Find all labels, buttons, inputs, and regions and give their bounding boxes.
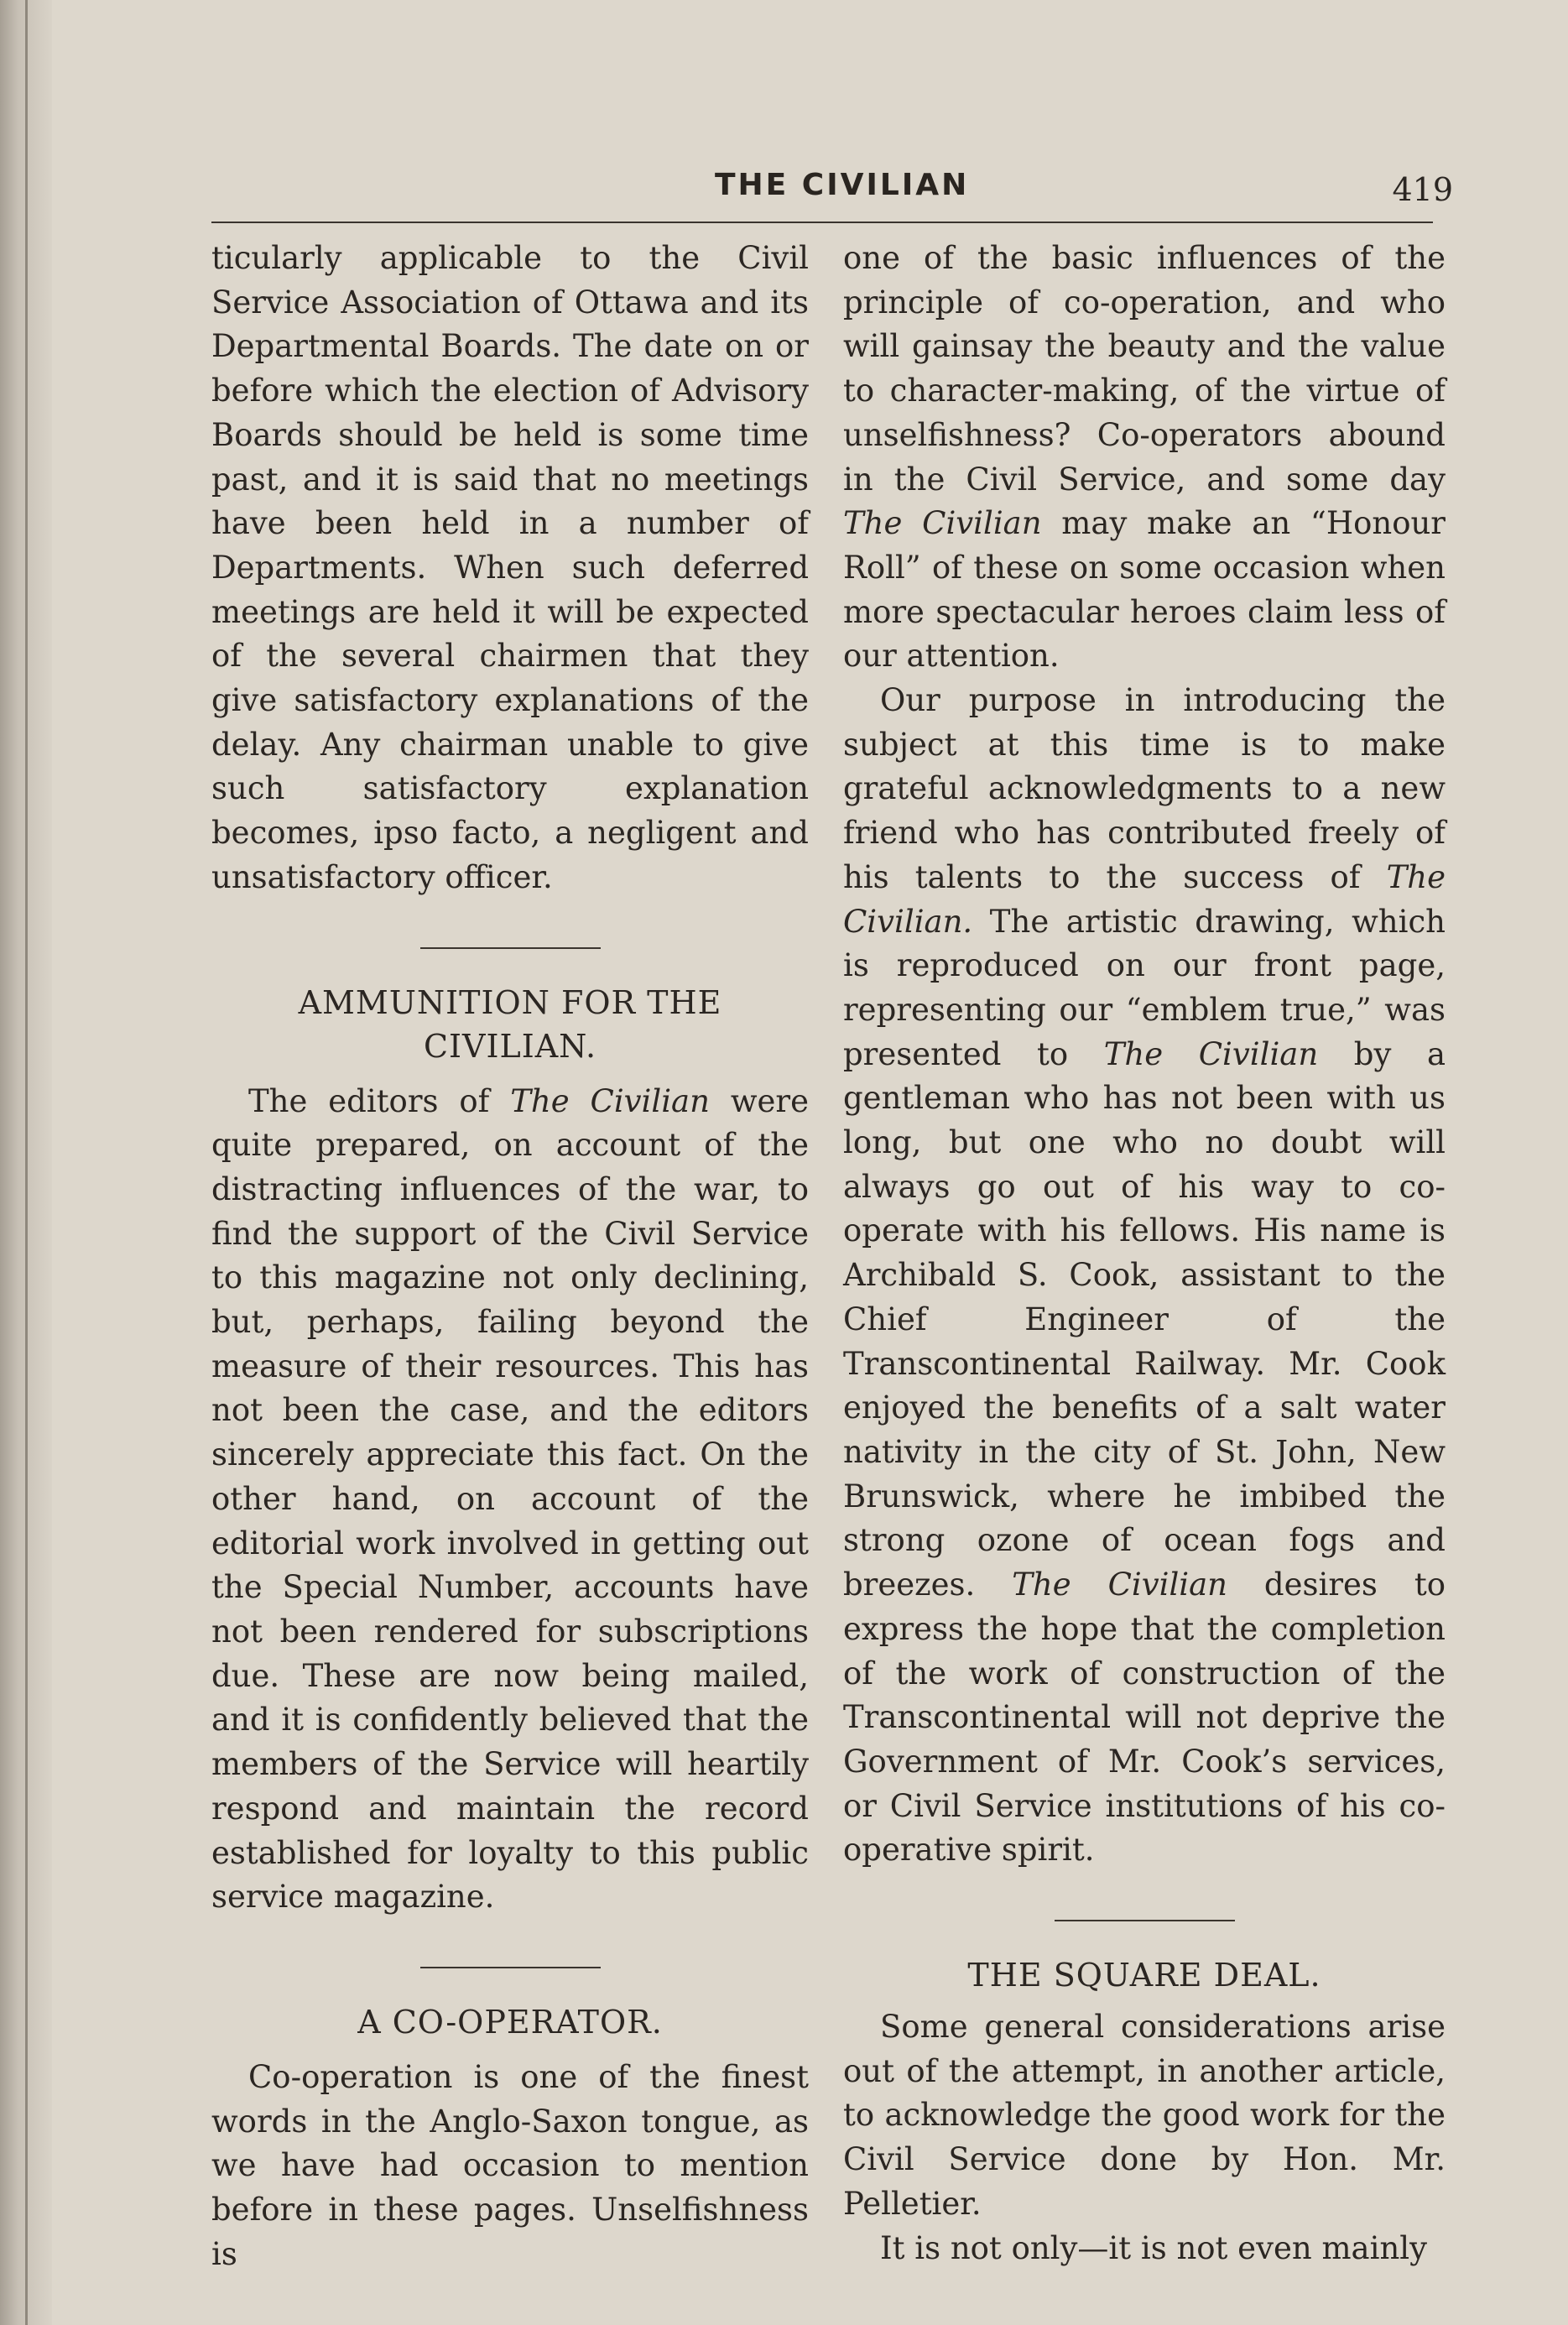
- heading-ammunition: AMMUNITION FOR THE CIVILIAN.: [298, 983, 722, 1065]
- cooperator-continued-paragraph: [843, 237, 1446, 679]
- heading-square-deal: THE SQUARE DEAL.: [967, 1957, 1321, 1994]
- left-column: [211, 237, 809, 2276]
- section-divider: [420, 1967, 601, 1968]
- italic-title: The Civilian: [1012, 1567, 1227, 1603]
- running-title: THE CIVILIAN: [715, 168, 970, 202]
- italic-title: The Civilian.: [843, 858, 1446, 940]
- square-deal-paragraph: Some general considerations arise out of the attempt, in another article, to acknowledge the good work for the Civil Service done by Hon. Mr. Pelletier.: [843, 2009, 1446, 2222]
- text-run: were quite prepared, on account of the distracting influences of the war, to find the support of the Civil Service to this magazine not only declining, but, perhaps, failing beyond the measure of their resources. This has not been the case, and the editors sincerely appreciate this fact. On the other hand, on account of the editorial work involved in getting out the Special Number, accounts have not been rendered for subscriptions due. These are now being mailed, and it is confidently believed that the members of the Service will heartily respond and maintain the record established for loyalty to this public service magazine.: [211, 1082, 809, 1916]
- text-run: The editors of: [248, 1082, 511, 1119]
- text-run: desires to express the hope that the completion of the work of construction of the Transcontinental will not deprive the Government of Mr. Cook’s services, or Civil Service institutions of his co-operative spirit.: [843, 1567, 1446, 1869]
- italic-title: The Civilian: [1103, 1035, 1319, 1072]
- italic-title: The Civilian: [510, 1082, 710, 1119]
- section-divider: [420, 947, 601, 949]
- text-run: one of the basic influences of the principle of co-operation, and who will gainsay the beauty and the value to character-making, of the virtue of unselfishness? Co-operators abound in the Civil Service, and some day: [843, 240, 1446, 498]
- page-number: 419: [1392, 171, 1453, 208]
- cooperator-paragraph: Co-operation is one of the finest words in the Anglo-Saxon tongue, as we have had occasion to mention before in these pages. Unselfishness is: [211, 2058, 809, 2272]
- text-run: Our purpose in introducing the subject at this time is to make grateful acknowledgments to a new friend who has contributed freely of his talents to the success of: [843, 682, 1446, 895]
- header-rule: [211, 222, 1433, 223]
- ammunition-paragraph: [211, 1080, 809, 1920]
- right-column: [843, 237, 1446, 2270]
- text-run: by a gentleman who has not been with us long, but one who no doubt will always go out of his way to co-operate with his fellows. His name is Archibald S. Cook, assistant to the Chief Engineer of the Transcontinental Railway. Mr. Cook enjoyed the benefits of a salt water nativity in the city of St. John, New Brunswick, where he imbibed the strong ozone of ocean fogs and breezes.: [843, 1035, 1446, 1603]
- purpose-paragraph: [843, 679, 1446, 1873]
- heading-cooperator: A CO-OPERATOR.: [357, 2003, 663, 2041]
- text-run: may make an “Honour Roll” of these on some occasion when more spectacular heroes claim less of our attention.: [843, 505, 1446, 675]
- text-run: The artistic drawing, which is reproduced on our front page, representing our “emblem true,” was presented to: [843, 903, 1446, 1072]
- square-deal-paragraph-2: It is not only—it is not even mainly: [880, 2229, 1428, 2266]
- page-binding-edge: [0, 0, 52, 2325]
- section-divider: [1055, 1920, 1235, 1921]
- binding-fold-line: [25, 0, 28, 2325]
- running-head: [211, 164, 1453, 215]
- continued-paragraph: ticularly applicable to the Civil Service Association of Ottawa and its Departmental Boards. The date on or before which the election of Advisory Boards should be held is some time past, and it is said that no meetings have been held in a number of Departments. When such deferred meetings are held it will be expected of the several chairmen that they give satisfactory explanations of the delay. Any chairman unable to give such satisfactory explanation becomes, ipso facto, a negligent and unsatisfactory officer.: [211, 240, 809, 895]
- italic-title: The Civilian: [843, 505, 1042, 542]
